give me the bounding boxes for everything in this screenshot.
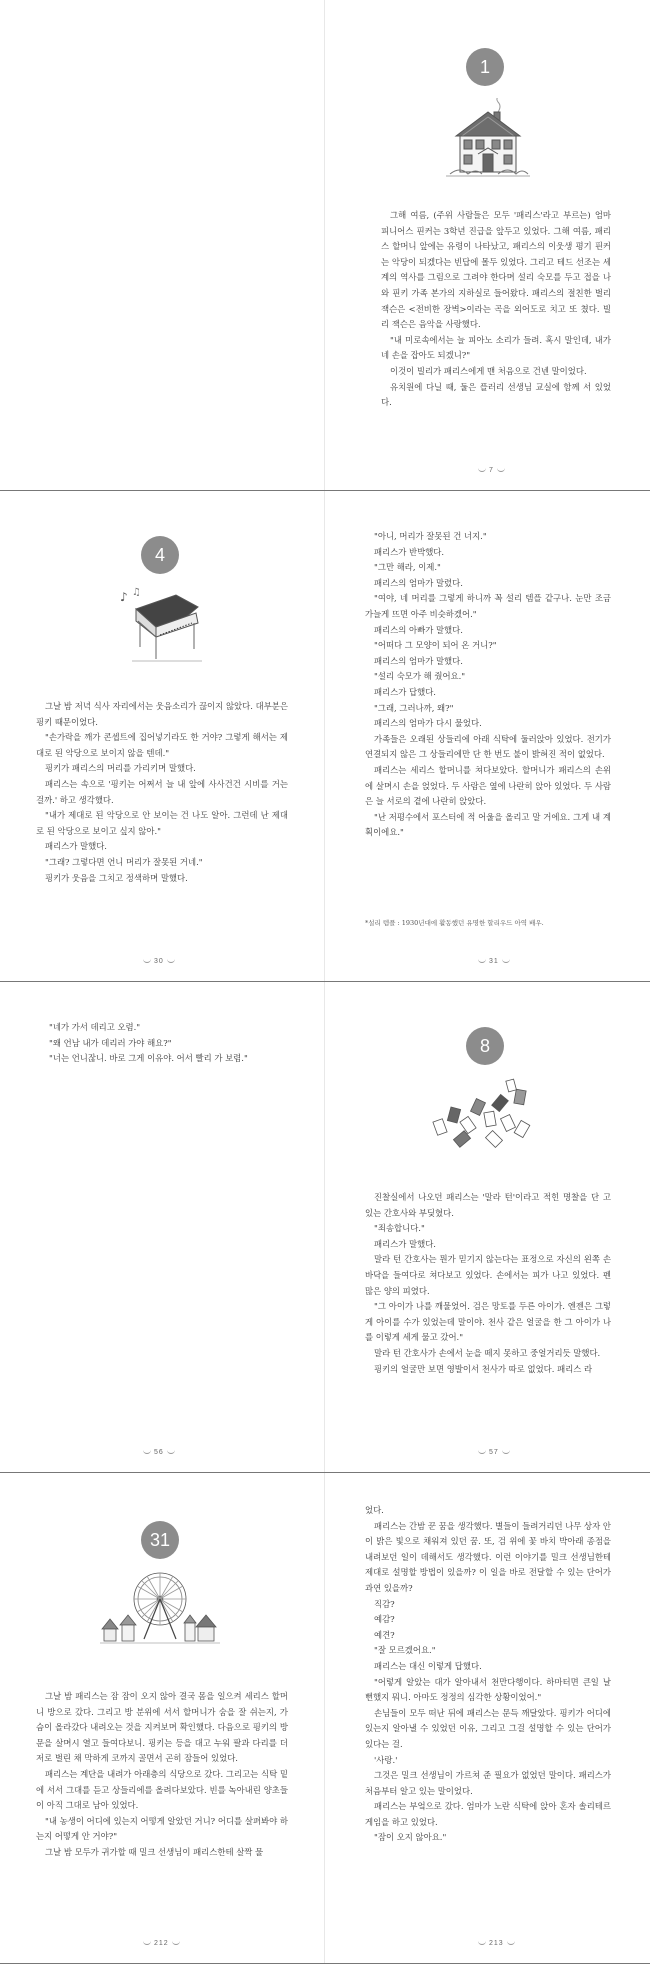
page-30 bbox=[0, 491, 325, 981]
paragraph: 패리스가 말했다. bbox=[374, 1238, 436, 1249]
paragraph: "그만 해라, 이제." bbox=[374, 562, 441, 573]
page-number-value: 7 bbox=[489, 467, 494, 474]
paragraph: 패리스가 답했다. bbox=[374, 686, 436, 697]
paragraph: 핑키의 얼굴만 보면 영발이서 천사가 따로 없었다. 패리스 라 bbox=[374, 1363, 593, 1374]
paragraph: "어떠다 그 모양이 되어 온 거니?" bbox=[374, 640, 497, 651]
paragraph: "잠이 오지 않아요." bbox=[374, 1832, 447, 1843]
spread-1 bbox=[0, 0, 650, 491]
folio-ornament bbox=[167, 959, 175, 963]
paragraph: "잘 모르겠어요." bbox=[374, 1645, 436, 1656]
body-text bbox=[36, 699, 288, 886]
page-213 bbox=[325, 1473, 650, 1963]
scattered-cards-icon bbox=[429, 1078, 539, 1154]
chapter-badge: 1 bbox=[466, 48, 504, 86]
paragraph: 패리스의 엄마가 다시 물었다. bbox=[374, 718, 482, 729]
body-text bbox=[365, 1503, 611, 1846]
folio-ornament bbox=[167, 1450, 175, 1454]
body-text bbox=[40, 1020, 286, 1067]
paragraph: "내가 제대로 된 악당으로 안 보이는 건 나도 알아. 그런데 난 제대로 된 악당으로 보이고 싶지 않아." bbox=[36, 810, 288, 836]
chapter-badge: 4 bbox=[141, 536, 179, 574]
body-text bbox=[365, 529, 611, 841]
paragraph: 그날 밤 저녁 식사 자리에서는 웃음소리가 끊이지 않았다. 대부분은 핑키 때문이었다. bbox=[36, 701, 288, 727]
page-number bbox=[475, 1449, 513, 1456]
page-212 bbox=[0, 1473, 325, 1963]
paragraph: "설리 숙모가 해 줬어요." bbox=[374, 671, 466, 682]
chapter-badge: 8 bbox=[466, 1027, 504, 1065]
paragraph: "어렇게 알았는 대가 알아내서 천만다행이다. 하마터면 큰일 날 뻔했지 뭐니. 아마도 정정의 심각한 상황이었어." bbox=[365, 1676, 611, 1703]
paragraph: 패리스가 말했다. bbox=[45, 841, 107, 852]
body-text bbox=[36, 1689, 288, 1861]
paragraph: 핑키가 웃음을 그치고 정색하며 말했다. bbox=[45, 872, 188, 883]
paragraph: 었다. bbox=[365, 1505, 384, 1515]
page-number-value: 56 bbox=[154, 1449, 164, 1456]
paragraph: 패리스가 반박했다. bbox=[374, 546, 445, 557]
footnote: *설리 템플 : 1930년대에 활동했던 유명한 할리우드 아역 배우. bbox=[365, 919, 544, 927]
folio-ornament bbox=[478, 959, 486, 963]
spread-2 bbox=[0, 491, 650, 982]
paragraph: "그래, 그러나까, 왜?" bbox=[374, 702, 454, 713]
paragraph: 패리스는 계단을 내려가 아래층의 식당으로 갔다. 그리고는 식탁 밑에 서서 그대를 듣고 상들리에를 올려다보았다. 빈를 녹아내린 양초들이 아직 그대로 남아 있었다. bbox=[36, 1768, 288, 1811]
paragraph: 말라 턴 간호사가 손에서 눈을 떼지 못하고 중얼거리듯 말했다. bbox=[374, 1347, 601, 1358]
paragraph: "왜 언남 내가 데리러 가야 해요?" bbox=[49, 1037, 172, 1048]
page-number bbox=[475, 958, 513, 965]
paragraph: 패리스는 대신 이렇게 답했다. bbox=[374, 1660, 482, 1671]
page-number bbox=[140, 1940, 183, 1947]
paragraph: "너는 언니잖니. 바로 그게 이유야. 어서 빨리 가 보렴." bbox=[49, 1053, 248, 1064]
page-number bbox=[475, 1940, 518, 1947]
paragraph: 이것이 빌리가 패리스에게 맨 처음으로 건넨 말이었다. bbox=[390, 365, 587, 376]
paragraph: 말라 턴 간호사는 뭔가 믿기지 않는다는 표정으로 자신의 왼쪽 손바닥을 들여다로 쳐다보고 있었다. 손에서는 피가 나고 있었다. 펜 많은 양의 피였다. bbox=[365, 1254, 611, 1296]
paragraph: 가족들은 오래된 상들리에 아래 식탁에 둘러앉아 있었다. 전기가 연결되지 않은 그 상들리에만 단 한 번도 불이 밝혀진 적이 없었다. bbox=[365, 733, 611, 760]
paragraph: "네가 가서 데리고 오렴." bbox=[49, 1022, 141, 1032]
page-number-value: 31 bbox=[489, 958, 499, 965]
paragraph: 패리스는 세리스 할머니를 쳐다보았다. 할머니가 패리스의 손위에 살며시 손을 얹었다. 두 사람은 옆에 나란히 앉아 있었다. 두 사람은 늘 서로의 곁에 나란히 앉았다. bbox=[365, 764, 611, 807]
folio-ornament bbox=[502, 1450, 510, 1454]
paragraph: 패리스의 엄마가 말했다. bbox=[374, 655, 463, 666]
paragraph: 손님들이 모두 떠난 뒤에 패리스는 문득 깨달았다. 핑키가 어디에 있는지 알아낼 수 있었던 이유, 그리고 그걸 설명할 수 있는 단어가 있다는 걸. bbox=[365, 1707, 611, 1749]
paragraph: 직감? bbox=[374, 1598, 395, 1609]
paragraph: "아니, 머리가 잘못된 건 너지." bbox=[374, 531, 487, 541]
paragraph: 그날 밤 패리스는 잠 잠이 오지 않아 결국 몸을 일으켜 세리스 할머니 방으로 갔다. 그리고 방 분위에 서서 할머니가 숨을 잘 쉬는지, 가슴이 올라갔다 내려오는 것을 지켜보며 확인했다. 다음으로 핑키의 방 문을 살며시 열고 들여다보니. 핑키는 등을 대고 누워 팔과 다리를 더저로 벌린 채 막하게 코까지 골면서 곤히 잠들어 있었다. bbox=[36, 1691, 288, 1764]
page-7 bbox=[325, 0, 650, 490]
paragraph: "여야, 네 머리를 그렇게 하니까 꼭 설리 템플 같구나. 눈만 조금 가늘게 뜨면 아주 비슷하겠어." bbox=[365, 593, 611, 619]
paragraph: 핑키가 패리스의 머리를 가리키며 말했다. bbox=[45, 763, 196, 774]
paragraph: "죄송합니다." bbox=[374, 1223, 425, 1234]
paragraph: 예감? bbox=[374, 1614, 395, 1625]
folio-ornament bbox=[143, 1941, 151, 1945]
folio-ornament bbox=[478, 1450, 486, 1454]
page-number-value: 212 bbox=[154, 1940, 169, 1947]
paragraph: "내 농생이 어디에 있는지 어떻게 알았던 거니? 어디를 살펴봐야 하는지 어떻게 안 거야?" bbox=[36, 1815, 288, 1842]
paragraph: "난 저평수에서 포스터에 적 어울을 올리고 말 거에요. 그게 내 계획이에요." bbox=[365, 811, 611, 838]
folio-ornament bbox=[143, 959, 151, 963]
page-blank bbox=[0, 0, 325, 490]
page-number bbox=[140, 1449, 178, 1456]
paragraph: 그것은 밀크 선생님이 가르쳐 준 필요가 없었던 말이다. 패리스가 처음부터 알고 있는 말이었다. bbox=[365, 1770, 611, 1796]
paragraph: 그해 여름, (주위 사람들은 모두 '패리스'라고 부르는) 엄마 피니어스 핀커는 3학년 진급을 앞두고 있었다. 그해 여름, 패리스 할머니 앞에는 유령이 나타났고, 패리스의 이웃생 평기 핀커는 악당이 되겠다는 빈답에 몰두 있었다. 그리고 테드 선조는 세계의 역사를 그림으로 그려야 한다며 설리 숙모를 두고 접을 나와 핀키 가족 본가의 지하실로 들어왔다. 패리스의 절친한 벌리 잭슨은 <전비한 장벽>이라는 곡을 외어도로 치고 또 쳤다. 빌리 잭슨은 음악을 사랑했다. bbox=[381, 210, 611, 330]
paragraph: "그래? 그렇다면 언니 머리가 잘못된 거네." bbox=[45, 856, 203, 867]
page-number-value: 57 bbox=[489, 1449, 499, 1456]
folio-ornament bbox=[143, 1450, 151, 1454]
folio-ornament bbox=[497, 468, 505, 472]
house-icon bbox=[442, 98, 534, 186]
paragraph: 유치원에 다닐 때, 둘은 플러리 선생님 교실에 함께 서 있었다. bbox=[381, 381, 611, 408]
paragraph: 패리스의 엄마가 말렸다. bbox=[374, 577, 463, 588]
page-number-value: 30 bbox=[154, 958, 164, 965]
page-number-value: 213 bbox=[489, 1940, 504, 1947]
page-number bbox=[140, 958, 178, 965]
folio-ornament bbox=[478, 1941, 486, 1945]
paragraph: 패리스의 아빠가 말했다. bbox=[374, 624, 463, 635]
ferris-wheel-icon bbox=[100, 1569, 220, 1649]
chapter-badge: 31 bbox=[141, 1521, 179, 1559]
paragraph: '사랑.' bbox=[374, 1754, 398, 1765]
folio-ornament bbox=[172, 1941, 180, 1945]
paragraph: 그날 밤 모두가 귀가할 때 밀크 선생님이 패리스한테 살짝 물 bbox=[45, 1846, 264, 1857]
paragraph: 예견? bbox=[374, 1629, 395, 1640]
paragraph: 패리스는 속으로 '핑키는 어쩌서 늘 내 앞에 사사건건 시비를 거는 걸까.' 하고 생각했다. bbox=[36, 778, 288, 805]
paragraph: 패리스는 간밤 꾼 꿈을 생각했다. 별들이 들려거리던 나무 상자 안이 밝은 빛으로 채워져 있던 꿈. 또, 검 위에 꽃 바치 박아래 종점을 내려보던 일이 데해서도 생각했다. 이런 이야기를 밀크 선생님한테 제대로 설명할 방법이 있을까? 이 일을 바로 전달할 수 있는 단어가 과연 있을까? bbox=[365, 1520, 611, 1593]
page-57 bbox=[325, 982, 650, 1472]
paragraph: "그 아이가 나를 깨물었어. 검은 망토를 두른 아이가. 엔젠은 그렇게 아이를 수가 있었는데 말이야. 천사 같은 얼굴을 한 그 아이가 나를 이렇게 세게 물고 갔어." bbox=[365, 1301, 611, 1343]
paragraph: "내 미로속에서는 늘 피아노 소리가 들려. 혹시 말인데, 내가 네 손을 잡아도 되겠니?" bbox=[381, 334, 611, 361]
body-text bbox=[381, 208, 611, 411]
spread-3 bbox=[0, 982, 650, 1473]
page-31 bbox=[325, 491, 650, 981]
body-text bbox=[365, 1190, 611, 1377]
folio-ornament bbox=[502, 959, 510, 963]
page-56 bbox=[0, 982, 325, 1472]
paragraph: "손가락을 깨가 콘셉트에 집어넣기라도 한 거야? 그렇게 해서는 제대로 된 악당으로 보이지 않을 텐데." bbox=[36, 732, 288, 758]
folio-ornament bbox=[507, 1941, 515, 1945]
spread-4 bbox=[0, 1473, 650, 1964]
paragraph: 진찰실에서 나오던 패리스는 '말라 턴'이라고 적힌 명찰을 단 고 있는 간호사와 부딪혔다. bbox=[365, 1192, 611, 1218]
svg-text:♫: ♫ bbox=[132, 587, 141, 598]
piano-icon bbox=[116, 587, 212, 669]
folio-ornament bbox=[478, 468, 486, 472]
paragraph: 패리스는 부엌으로 갔다. 엄마가 노란 식탁에 앉아 혼자 솔리테르 게임을 하고 있었다. bbox=[365, 1801, 611, 1827]
page-number bbox=[475, 467, 508, 474]
svg-text:♪: ♪ bbox=[120, 590, 128, 604]
